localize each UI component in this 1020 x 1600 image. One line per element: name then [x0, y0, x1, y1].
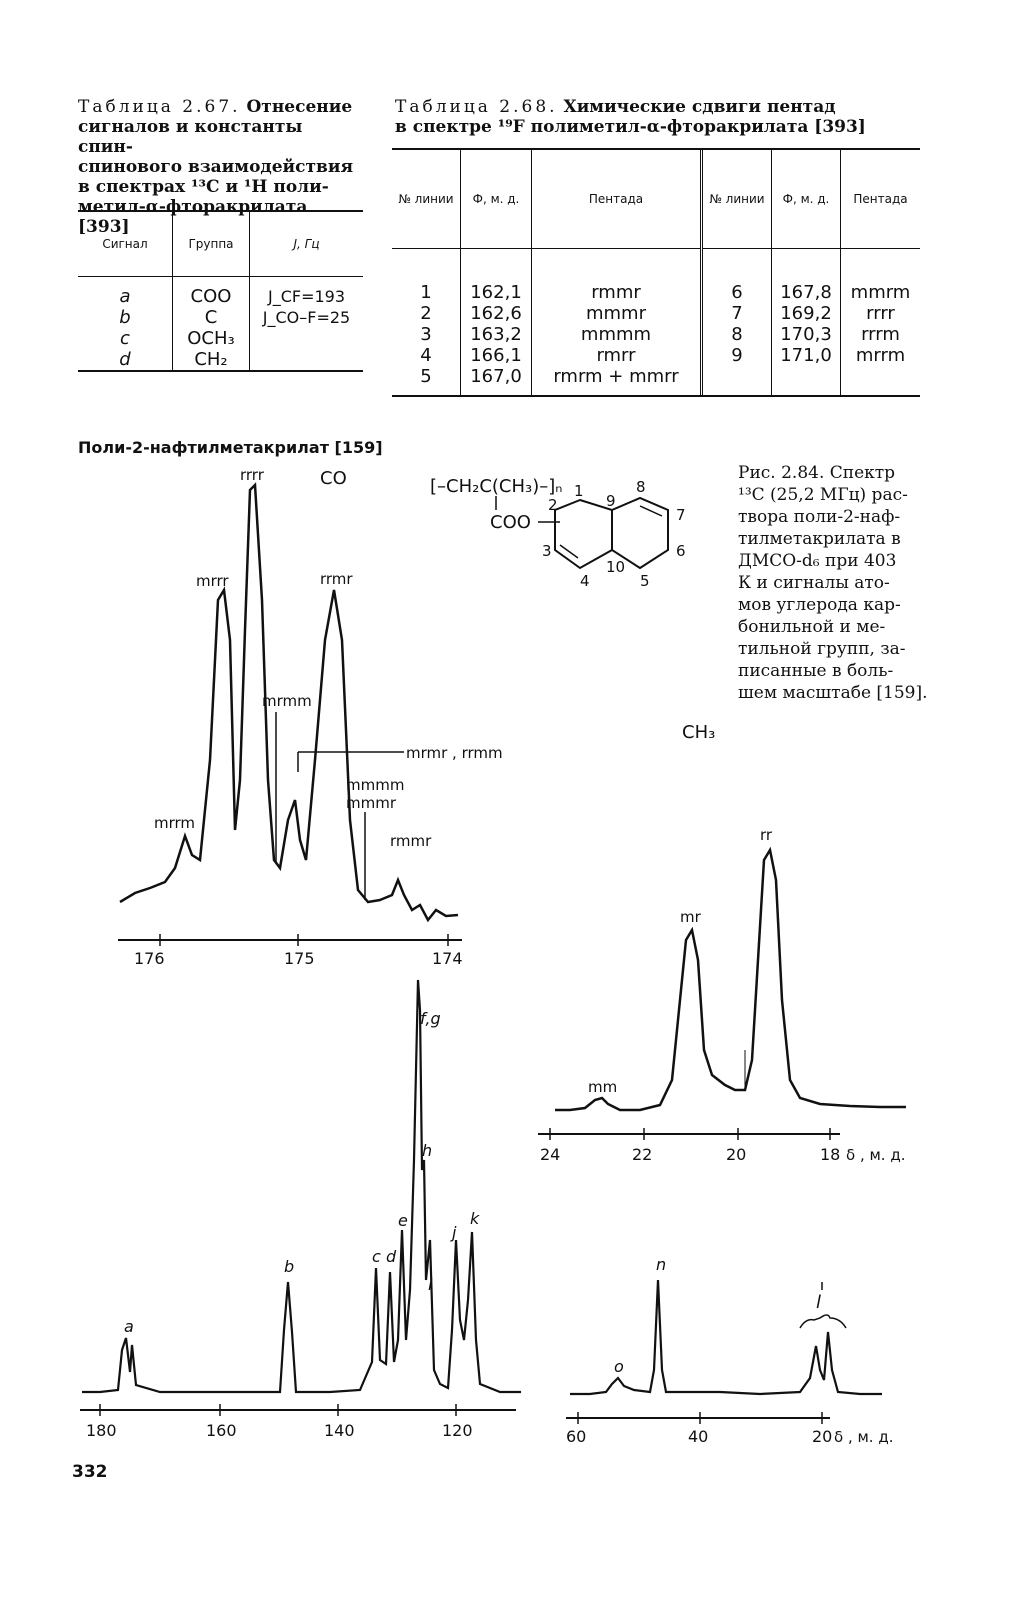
cell-group: COO [173, 286, 250, 307]
peak-label: rrrr [240, 466, 264, 484]
peak-label: c [372, 1247, 381, 1266]
peak-label: mrmm [262, 692, 312, 710]
tick-label: 174 [432, 949, 463, 968]
axis-unit: δ , м. д. [834, 1428, 894, 1446]
caption-line: ДМСО-d₆ при 403 [738, 551, 897, 571]
col-header-signal: Сигнал [78, 212, 173, 276]
cell-phi: 167,0 [461, 366, 532, 387]
peak-label: f,g [420, 1009, 441, 1028]
tick-label: 22 [632, 1145, 653, 1164]
caption-line: тильной групп, за- [738, 639, 906, 659]
tick-label: 60 [566, 1427, 587, 1446]
peak-label: k [470, 1209, 480, 1228]
cell-signal: a [78, 286, 173, 307]
caption-prefix: Таблица 2.67. [78, 97, 241, 117]
page-number: 332 [72, 1462, 108, 1482]
ring-number: 4 [580, 572, 590, 590]
ch3-spectrum-panel [538, 722, 906, 1164]
tick-label: 20 [812, 1427, 833, 1446]
cell-pentad: rrrr [866, 303, 895, 324]
peak-label: mm [588, 1078, 618, 1096]
naphthalene-ring-left [555, 500, 612, 568]
tick-label: 180 [86, 1421, 117, 1440]
caption-line: шем масштабе [159]. [738, 683, 928, 703]
ring-number: 10 [606, 558, 626, 576]
cell-line: 9 [702, 345, 772, 366]
cell-pentad: rrrm [861, 324, 900, 345]
caption-line: мов углерода кар- [738, 595, 901, 615]
peak-label: mrrm [154, 814, 196, 832]
cell-line: 7 [702, 303, 772, 324]
peak-label: rrmr [320, 570, 353, 588]
tick-label: 160 [206, 1421, 237, 1440]
caption-line: Отнесение [246, 97, 353, 117]
peak-label: mrrr [196, 572, 229, 590]
col-header-pentad-2: Пентада [853, 191, 908, 206]
col-header-line: № линии [392, 150, 461, 248]
cell-phi: 162,6 [461, 303, 532, 324]
full-spectrum-panel [80, 980, 521, 1440]
peak-label: mrmr , rrmm [406, 744, 503, 762]
tick-label: 40 [688, 1427, 709, 1446]
cell-group: OCH₃ [173, 328, 250, 349]
cell-signal: c [78, 328, 173, 349]
cell-pentad: mmmm [532, 324, 702, 345]
ring-number: 5 [640, 572, 650, 590]
caption-line: метил-α-фторакрилата [393] [78, 197, 308, 237]
cell-pentad: rmrr [532, 345, 702, 366]
cell-signal: d [78, 349, 173, 370]
cell-phi: 170,3 [772, 324, 841, 345]
caption-line: Химические сдвиги пентад [563, 97, 836, 117]
cell-phi: 162,1 [461, 282, 532, 303]
peak-label: mr [680, 908, 701, 926]
ring-number: 2 [548, 496, 558, 514]
caption-line: в спектрах ¹³С и ¹Н поли- [78, 177, 329, 197]
tick-label: 20 [726, 1145, 747, 1164]
cell-line: 6 [702, 282, 772, 303]
cell-phi: 169,2 [772, 303, 841, 324]
aliphatic-spectrum-trace [570, 1280, 882, 1394]
cell-signal: b [78, 307, 173, 328]
cell-line: 4 [392, 345, 461, 366]
cell-phi: 171,0 [772, 345, 841, 366]
tick-label: 24 [540, 1145, 561, 1164]
caption-line: сигналов и константы спин- [78, 117, 303, 157]
col-header-phi: Ф, м. д. [461, 150, 532, 248]
cell-line: 1 [392, 282, 461, 303]
peak-label: o [614, 1357, 624, 1376]
caption-line: писанные в боль- [738, 661, 894, 681]
cell-group: CH₂ [173, 349, 250, 370]
col-header-j: J, Гц [293, 236, 320, 251]
tick-label: 175 [284, 949, 315, 968]
cell-line: 2 [392, 303, 461, 324]
tick-label: 120 [442, 1421, 473, 1440]
tick-label: 140 [324, 1421, 355, 1440]
caption-line: тилметакрилата в [738, 529, 901, 549]
col-header-pentad: Пентада [532, 150, 702, 248]
cell-phi: 166,1 [461, 345, 532, 366]
cell-j: J_CF=193 [267, 287, 346, 306]
caption-line: твора поли-2-наф- [738, 507, 901, 527]
cell-line: 5 [392, 366, 461, 387]
formula-chain: [–CH₂C(CH₃)–]ₙ [430, 476, 563, 497]
ring-number: 3 [542, 542, 552, 560]
figure-title: Поли-2-нафтилметакрилат [159] [78, 438, 383, 457]
cell-pentad: mmrm [850, 282, 911, 303]
brace [800, 1315, 846, 1328]
ring-number: 8 [636, 478, 646, 496]
full-spectrum-trace [82, 980, 521, 1392]
peak-label: d [386, 1247, 397, 1266]
cell-group: C [173, 307, 250, 328]
peak-label: a [124, 1317, 134, 1336]
structure-formula [430, 476, 686, 590]
ring-number: 1 [574, 482, 584, 500]
peak-label: i [428, 1275, 433, 1294]
peak-label: j [452, 1223, 457, 1242]
cell-pentad: mmmr [532, 303, 702, 324]
tick-label: 18 [820, 1145, 841, 1164]
tick-label: 176 [134, 949, 165, 968]
cell-phi: 163,2 [461, 324, 532, 345]
peak-label: rmmr [390, 832, 432, 850]
cell-line: 3 [392, 324, 461, 345]
caption-line: ¹³С (25,2 МГц) рас- [738, 485, 908, 505]
aliphatic-spectrum-panel [566, 1255, 893, 1446]
ring-number: 9 [606, 492, 616, 510]
caption-line: Рис. 2.84. Спектр [738, 463, 896, 483]
cell-pentad: rmmr [532, 282, 702, 303]
peak-label: n [656, 1255, 667, 1274]
peak-label: b [284, 1257, 295, 1276]
col-header-group: Группа [173, 212, 250, 276]
col-header-line-2: № линии [702, 150, 772, 248]
ring-number: 7 [676, 506, 686, 524]
peak-label: mmmm [346, 776, 405, 794]
caption-line: К и сигналы ато- [738, 573, 890, 593]
cell-pentad: rmrm + mmrr [532, 366, 702, 387]
peak-label: h [422, 1141, 433, 1160]
co-spectrum-panel [118, 466, 503, 968]
cell-line: 8 [702, 324, 772, 345]
ch3-label: CH₃ [682, 722, 716, 743]
peak-label: rr [760, 826, 773, 844]
col-header-phi-2: Ф, м. д. [772, 150, 841, 248]
caption-line: бонильной и ме- [738, 617, 886, 637]
caption-line: спинового взаимодействия [78, 157, 354, 177]
ring-number: 6 [676, 542, 686, 560]
caption-prefix: Таблица 2.68. [395, 97, 558, 117]
peak-label: l [816, 1292, 822, 1313]
peak-label: e [398, 1211, 408, 1230]
axis-unit: δ , м. д. [846, 1146, 906, 1164]
caption-line: в спектре ¹⁹F полиметил-α-фторакрилата [393] [395, 117, 866, 137]
ch3-spectrum-trace [555, 850, 906, 1110]
peak-label: mmmr [346, 794, 397, 812]
co-label: CO [320, 468, 347, 489]
cell-j: J_CO–F=25 [262, 308, 351, 327]
cell-pentad: mrrm [855, 345, 906, 366]
formula-ester: COO [490, 512, 531, 533]
cell-phi: 167,8 [772, 282, 841, 303]
